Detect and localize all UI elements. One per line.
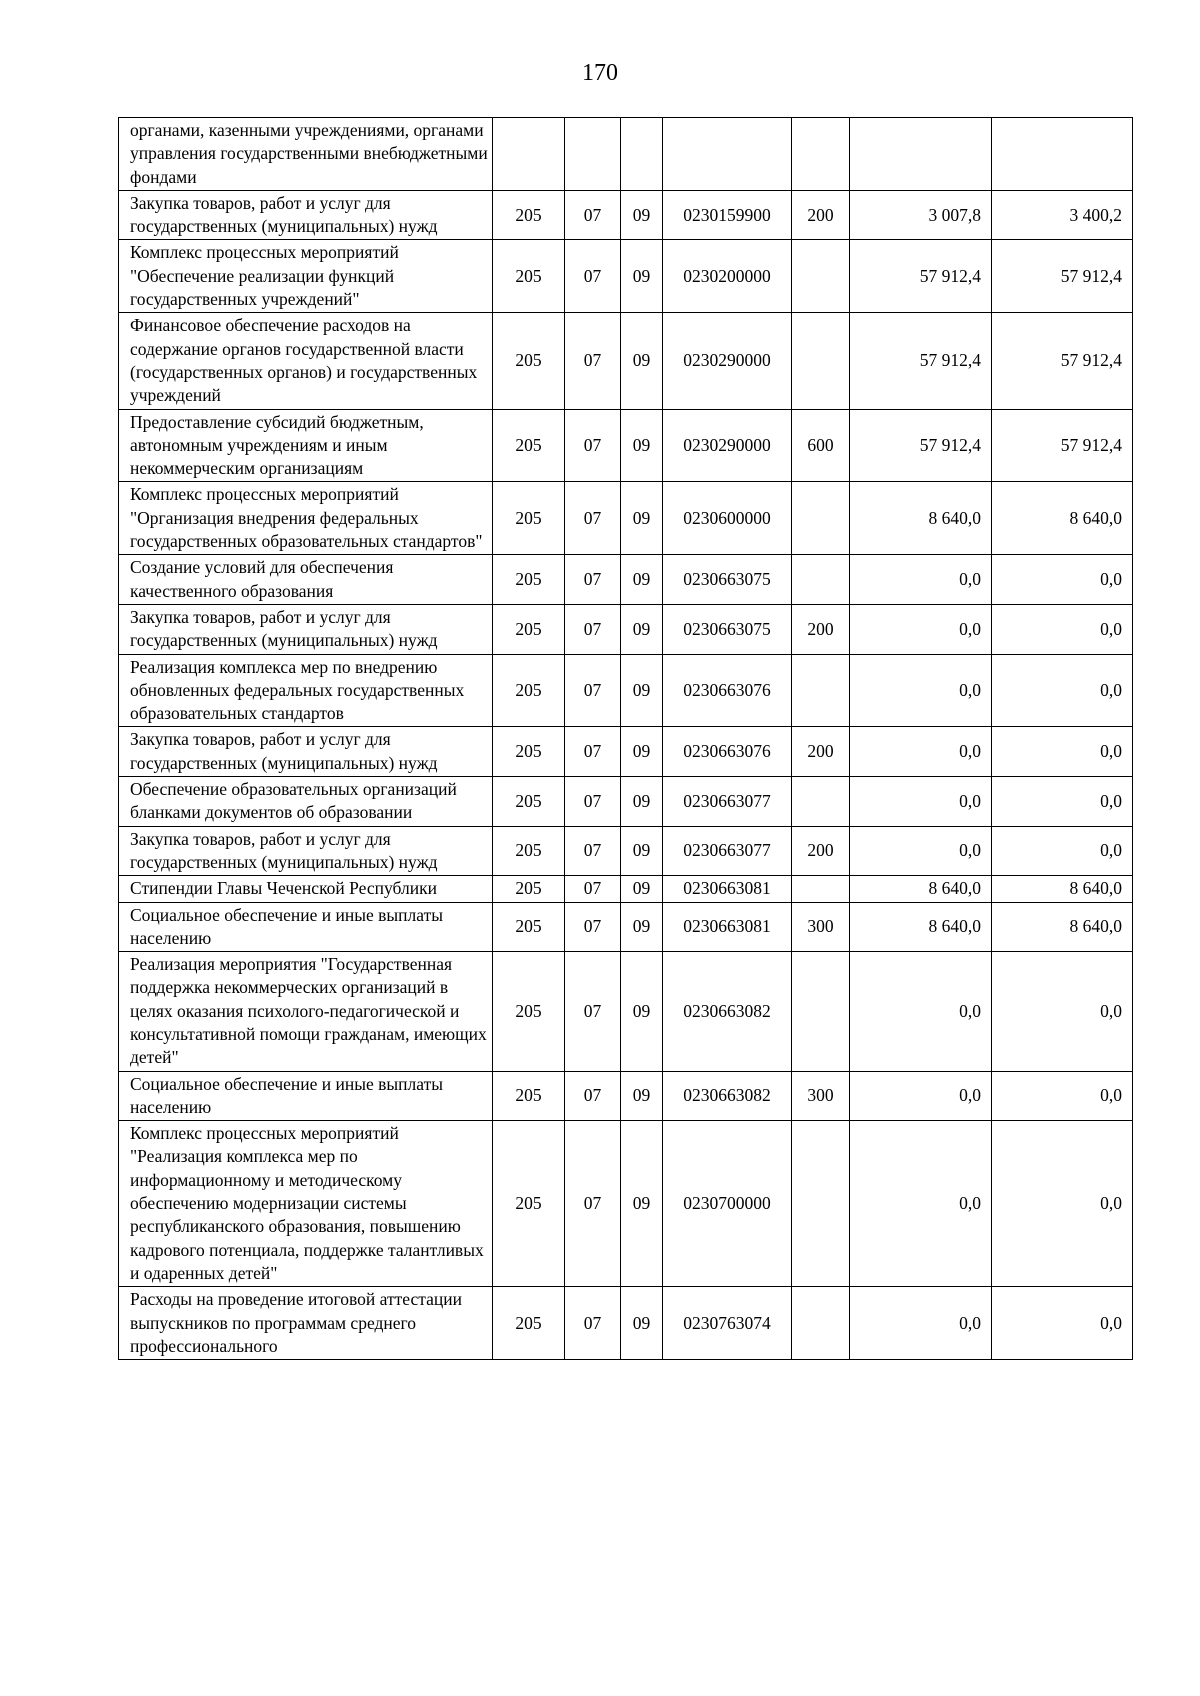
row-ved-cell: 205 <box>493 826 565 876</box>
row-ved-cell: 205 <box>493 1071 565 1121</box>
row-pr-cell: 09 <box>621 482 663 555</box>
row-name-cell: Закупка товаров, работ и услуг для государственных (муниципальных) нужд <box>119 727 493 777</box>
row-sum-2-cell: 0,0 <box>992 1287 1133 1360</box>
row-csr-cell: 0230159900 <box>663 190 792 240</box>
row-ved-cell: 205 <box>493 902 565 952</box>
row-rz-cell: 07 <box>565 727 621 777</box>
page-number: 170 <box>582 60 618 86</box>
row-sum-2-cell: 0,0 <box>992 1121 1133 1287</box>
row-ved-cell: 205 <box>493 313 565 409</box>
row-rz-cell: 07 <box>565 409 621 482</box>
row-sum-2-cell <box>992 118 1133 191</box>
row-sum-1-cell <box>850 118 992 191</box>
row-name-cell: Предоставление субсидий бюджетным, автономным учреждениям и иным некоммерческим организациям <box>119 409 493 482</box>
row-sum-2-cell: 57 912,4 <box>992 409 1133 482</box>
row-rz-cell: 07 <box>565 1071 621 1121</box>
budget-table <box>118 117 1133 1360</box>
row-name-cell: Комплекс процессных мероприятий "Обеспечение реализации функций государственных учреждений" <box>119 240 493 313</box>
row-name-cell: Финансовое обеспечение расходов на содержание органов государственной власти (государственных органов) и государственных учреждений <box>119 313 493 409</box>
row-ved-cell: 205 <box>493 952 565 1071</box>
row-vr-cell: 200 <box>792 727 850 777</box>
row-ved-cell: 205 <box>493 555 565 605</box>
row-rz-cell: 07 <box>565 190 621 240</box>
row-pr-cell: 09 <box>621 826 663 876</box>
row-rz-cell: 07 <box>565 313 621 409</box>
row-rz-cell: 07 <box>565 1121 621 1287</box>
row-vr-cell: 200 <box>792 604 850 654</box>
row-sum-1-cell: 0,0 <box>850 1121 992 1287</box>
row-ved-cell: 205 <box>493 876 565 902</box>
table-row <box>119 604 1133 654</box>
row-sum-1-cell: 0,0 <box>850 654 992 727</box>
row-csr-cell: 0230600000 <box>663 482 792 555</box>
table-row <box>119 190 1133 240</box>
row-ved-cell: 205 <box>493 1287 565 1360</box>
row-name-cell: органами, казенными учреждениями, органами управления государственными внебюджетными фондами <box>119 118 493 191</box>
row-sum-2-cell: 0,0 <box>992 604 1133 654</box>
row-sum-2-cell: 0,0 <box>992 826 1133 876</box>
row-ved-cell: 205 <box>493 727 565 777</box>
row-sum-1-cell: 0,0 <box>850 826 992 876</box>
table-row <box>119 727 1133 777</box>
row-pr-cell: 09 <box>621 777 663 827</box>
table-row <box>119 952 1133 1071</box>
table-row <box>119 1071 1133 1121</box>
table-row <box>119 313 1133 409</box>
row-vr-cell <box>792 952 850 1071</box>
row-rz-cell: 07 <box>565 902 621 952</box>
row-pr-cell: 09 <box>621 1287 663 1360</box>
row-ved-cell: 205 <box>493 777 565 827</box>
row-sum-1-cell: 57 912,4 <box>850 313 992 409</box>
row-name-cell: Социальное обеспечение и иные выплаты населению <box>119 1071 493 1121</box>
row-sum-2-cell: 57 912,4 <box>992 313 1133 409</box>
table-row <box>119 902 1133 952</box>
row-ved-cell: 205 <box>493 240 565 313</box>
row-csr-cell <box>663 118 792 191</box>
row-name-cell: Закупка товаров, работ и услуг для государственных (муниципальных) нужд <box>119 826 493 876</box>
row-rz-cell: 07 <box>565 654 621 727</box>
row-csr-cell: 0230663082 <box>663 952 792 1071</box>
table-row <box>119 777 1133 827</box>
row-ved-cell: 205 <box>493 604 565 654</box>
row-sum-1-cell: 0,0 <box>850 952 992 1071</box>
row-sum-1-cell: 8 640,0 <box>850 902 992 952</box>
table-row <box>119 876 1133 902</box>
row-sum-1-cell: 57 912,4 <box>850 409 992 482</box>
row-name-cell: Комплекс процессных мероприятий "Организация внедрения федеральных государственных образовательных стандартов" <box>119 482 493 555</box>
row-ved-cell: 205 <box>493 482 565 555</box>
row-sum-1-cell: 0,0 <box>850 604 992 654</box>
row-rz-cell <box>565 118 621 191</box>
row-rz-cell: 07 <box>565 604 621 654</box>
row-pr-cell: 09 <box>621 604 663 654</box>
row-ved-cell: 205 <box>493 409 565 482</box>
row-pr-cell: 09 <box>621 876 663 902</box>
row-ved-cell: 205 <box>493 654 565 727</box>
row-vr-cell <box>792 1287 850 1360</box>
row-pr-cell: 09 <box>621 654 663 727</box>
row-name-cell: Комплекс процессных мероприятий "Реализация комплекса мер по информационному и методическому обеспечению модернизации системы республиканского образования, повышению кадрового потенциала, поддержке талантливых и одаренных детей" <box>119 1121 493 1287</box>
row-csr-cell: 0230663077 <box>663 777 792 827</box>
row-sum-2-cell: 0,0 <box>992 777 1133 827</box>
row-pr-cell: 09 <box>621 1071 663 1121</box>
row-csr-cell: 0230290000 <box>663 409 792 482</box>
row-vr-cell <box>792 555 850 605</box>
row-vr-cell: 300 <box>792 1071 850 1121</box>
row-csr-cell: 0230663077 <box>663 826 792 876</box>
row-sum-1-cell: 8 640,0 <box>850 876 992 902</box>
row-rz-cell: 07 <box>565 555 621 605</box>
row-sum-1-cell: 3 007,8 <box>850 190 992 240</box>
row-rz-cell: 07 <box>565 777 621 827</box>
row-vr-cell: 600 <box>792 409 850 482</box>
row-sum-1-cell: 0,0 <box>850 1071 992 1121</box>
table-row <box>119 482 1133 555</box>
table-row <box>119 409 1133 482</box>
row-rz-cell: 07 <box>565 482 621 555</box>
row-name-cell: Создание условий для обеспечения качественного образования <box>119 555 493 605</box>
row-name-cell: Закупка товаров, работ и услуг для государственных (муниципальных) нужд <box>119 604 493 654</box>
row-ved-cell <box>493 118 565 191</box>
table-row <box>119 118 1133 191</box>
row-sum-2-cell: 0,0 <box>992 555 1133 605</box>
row-sum-1-cell: 57 912,4 <box>850 240 992 313</box>
row-sum-1-cell: 0,0 <box>850 1287 992 1360</box>
row-sum-2-cell: 8 640,0 <box>992 482 1133 555</box>
row-vr-cell <box>792 876 850 902</box>
row-name-cell: Реализация комплекса мер по внедрению обновленных федеральных государственных образовательных стандартов <box>119 654 493 727</box>
row-vr-cell <box>792 777 850 827</box>
row-rz-cell: 07 <box>565 876 621 902</box>
row-pr-cell: 09 <box>621 409 663 482</box>
row-sum-2-cell: 0,0 <box>992 1071 1133 1121</box>
row-pr-cell: 09 <box>621 555 663 605</box>
row-vr-cell: 300 <box>792 902 850 952</box>
table-row <box>119 1287 1133 1360</box>
row-csr-cell: 0230663076 <box>663 654 792 727</box>
row-sum-2-cell: 0,0 <box>992 654 1133 727</box>
row-name-cell: Реализация мероприятия "Государственная поддержка некоммерческих организаций в целях оказания психолого-педагогической и консультативной помощи гражданам, имеющих детей" <box>119 952 493 1071</box>
row-name-cell: Обеспечение образовательных организаций бланками документов об образовании <box>119 777 493 827</box>
row-rz-cell: 07 <box>565 952 621 1071</box>
row-rz-cell: 07 <box>565 240 621 313</box>
row-vr-cell <box>792 240 850 313</box>
row-vr-cell <box>792 313 850 409</box>
row-vr-cell <box>792 654 850 727</box>
row-rz-cell: 07 <box>565 826 621 876</box>
row-ved-cell: 205 <box>493 1121 565 1287</box>
row-name-cell: Закупка товаров, работ и услуг для государственных (муниципальных) нужд <box>119 190 493 240</box>
row-csr-cell: 0230663076 <box>663 727 792 777</box>
row-csr-cell: 0230663081 <box>663 902 792 952</box>
row-rz-cell: 07 <box>565 1287 621 1360</box>
table-row <box>119 1121 1133 1287</box>
row-ved-cell: 205 <box>493 190 565 240</box>
row-pr-cell: 09 <box>621 240 663 313</box>
row-pr-cell: 09 <box>621 313 663 409</box>
row-csr-cell: 0230663082 <box>663 1071 792 1121</box>
budget-table-body <box>119 118 1133 1360</box>
row-sum-2-cell: 0,0 <box>992 727 1133 777</box>
row-pr-cell: 09 <box>621 727 663 777</box>
row-name-cell: Расходы на проведение итоговой аттестации выпускников по программам среднего профессионального <box>119 1287 493 1360</box>
row-pr-cell: 09 <box>621 1121 663 1287</box>
row-sum-1-cell: 8 640,0 <box>850 482 992 555</box>
row-sum-2-cell: 8 640,0 <box>992 876 1133 902</box>
row-sum-2-cell: 57 912,4 <box>992 240 1133 313</box>
row-csr-cell: 0230663081 <box>663 876 792 902</box>
row-pr-cell: 09 <box>621 952 663 1071</box>
row-sum-2-cell: 0,0 <box>992 952 1133 1071</box>
table-row <box>119 826 1133 876</box>
row-vr-cell <box>792 118 850 191</box>
row-sum-1-cell: 0,0 <box>850 777 992 827</box>
row-pr-cell: 09 <box>621 190 663 240</box>
row-csr-cell: 0230663075 <box>663 555 792 605</box>
row-sum-2-cell: 3 400,2 <box>992 190 1133 240</box>
row-vr-cell <box>792 482 850 555</box>
row-name-cell: Социальное обеспечение и иные выплаты населению <box>119 902 493 952</box>
row-pr-cell: 09 <box>621 902 663 952</box>
row-sum-1-cell: 0,0 <box>850 727 992 777</box>
row-csr-cell: 0230200000 <box>663 240 792 313</box>
row-csr-cell: 0230290000 <box>663 313 792 409</box>
row-csr-cell: 0230763074 <box>663 1287 792 1360</box>
row-pr-cell <box>621 118 663 191</box>
row-csr-cell: 0230663075 <box>663 604 792 654</box>
table-row <box>119 654 1133 727</box>
row-sum-1-cell: 0,0 <box>850 555 992 605</box>
table-row <box>119 555 1133 605</box>
row-vr-cell: 200 <box>792 190 850 240</box>
row-vr-cell: 200 <box>792 826 850 876</box>
row-csr-cell: 0230700000 <box>663 1121 792 1287</box>
row-sum-2-cell: 8 640,0 <box>992 902 1133 952</box>
row-vr-cell <box>792 1121 850 1287</box>
row-name-cell: Стипендии Главы Чеченской Республики <box>119 876 493 902</box>
table-row <box>119 240 1133 313</box>
